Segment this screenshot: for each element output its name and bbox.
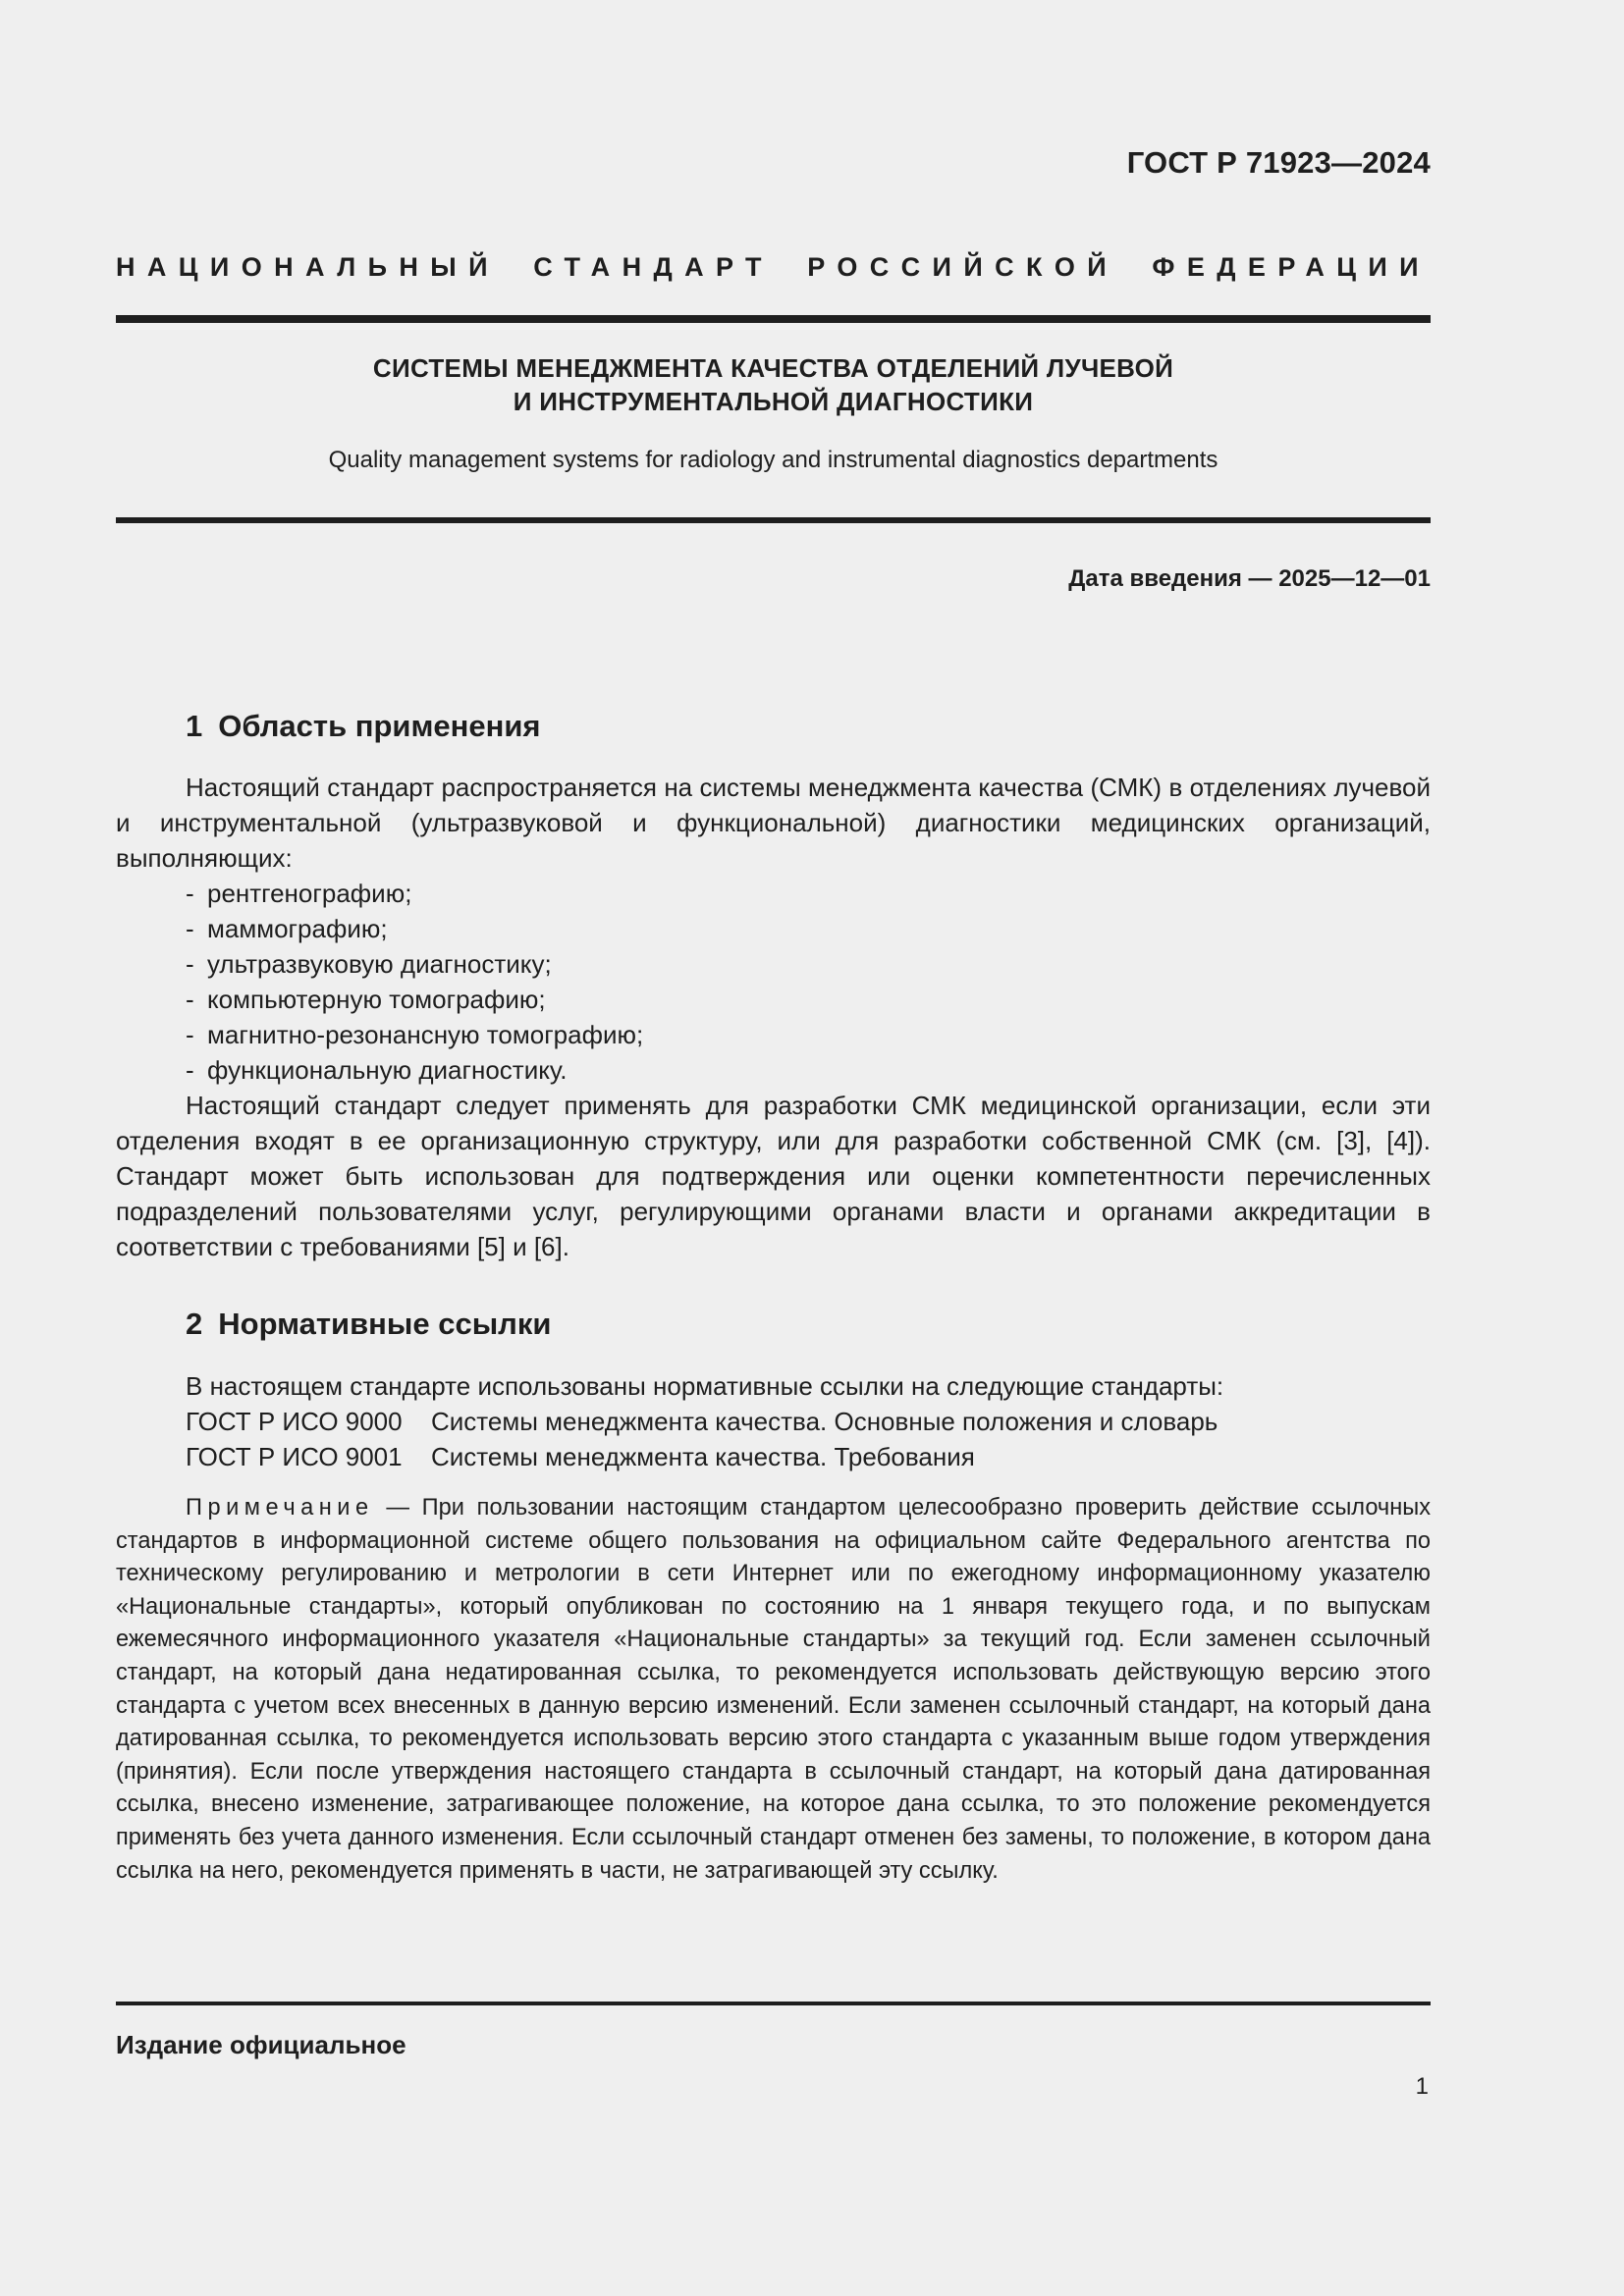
reference-code: ГОСТ Р ИСО 9001 [186, 1442, 403, 1471]
section-1-closing: Настоящий стандарт следует применять для разработки СМК медицинской организации, если эти отделения входят в ее организационную структуру, или для разработки собственной СМК (см. [3], [4]). Стандарт может быть использован для подтверждения или оценки компетентности перечисленных подразделений пользователями услуг, регулирующими органами власти и органами аккредитации в соответствии с требованиями [5] и [6]. [116, 1091, 1431, 1261]
footer-divider [116, 2002, 1431, 2005]
list-item: - рентгенографию; [186, 879, 412, 908]
scope-list [116, 876, 1431, 1088]
note-label: Примечание [186, 1495, 374, 1521]
official-edition-label: Издание официальное [116, 2030, 406, 2059]
section-2-intro: В настоящем стандарте использованы нормативные ссылки на следующие стандарты: [186, 1371, 1224, 1401]
reference-row [116, 1439, 1431, 1474]
section-2-heading [186, 1307, 551, 1342]
list-item: - маммографию; [186, 914, 388, 943]
reference-row [116, 1404, 1431, 1439]
title-block [116, 351, 1431, 475]
reference-code: ГОСТ Р ИСО 9000 [186, 1407, 403, 1436]
top-divider [116, 315, 1431, 323]
title-line-1: СИСТЕМЫ МЕНЕДЖМЕНТА КАЧЕСТВА ОТДЕЛЕНИЙ ЛУЧЕВОЙ [372, 353, 1174, 383]
section-2-number: 2 [186, 1307, 203, 1341]
list-item: - функциональную диагностику. [186, 1055, 568, 1085]
list-item: - магнитно-резонансную томографию; [186, 1020, 644, 1049]
title-divider [116, 517, 1431, 523]
national-standard-banner: НАЦИОНАЛЬНЫЙ СТАНДАРТ РОССИЙСКОЙ ФЕДЕРАЦИИ [116, 252, 1431, 282]
section-1-title: Область применения [218, 709, 541, 743]
section-2-title: Нормативные ссылки [218, 1307, 552, 1341]
note-text: — При пользовании настоящим стандартом целесообразно проверить действие ссылочных стандартов в информационной системе общего пользования на официальном сайте Федерального агентства по техническому регулированию и метрологии в сети Интернет или по ежегодному информационному указателю «Национальные стандарты», который опубликован по состоянию на 1 января текущего года, и по выпускам ежемесячного информационного указателя «Национальные стандарты» за текущий год. Если заменен ссылочный стандарт, на который дана недатированная ссылка, то рекомендуется использовать действующую версию этого стандарта с учетом всех внесенных в данную версию изменений. Если заменен ссылочный стандарт, на который дана датированная ссылка, то рекомендуется использовать версию этого стандарта с указанным выше годом утверждения (принятия). Если после утверждения настоящего стандарта в ссылочный стандарт, на который дана датированная ссылка, внесено изменение, затрагивающее положение, на которое дана ссылка, то это положение рекомендуется применять без учета данного изменения. Если ссылочный стандарт отменен без замены, то положение, в котором дана ссылка на него, рекомендуется применять в части, не затрагивающей эту ссылку. [116, 1495, 1431, 1884]
section-1-number: 1 [186, 709, 203, 743]
list-item: - компьютерную томографию; [186, 985, 546, 1014]
list-item: - ультразвуковую диагностику; [186, 949, 552, 979]
reference-title: Системы менеджмента качества. Требования [431, 1442, 975, 1471]
section-2-body [116, 1368, 1431, 1474]
section-1-body [116, 770, 1431, 1264]
title-line-2: И ИНСТРУМЕНТАЛЬНОЙ ДИАГНОСТИКИ [513, 387, 1034, 416]
english-title: Quality management systems for radiology and instrumental diagnostics departments [328, 447, 1218, 473]
section-1-intro: Настоящий стандарт распространяется на системы менеджмента качества (СМК) в отделениях лучевой и инструментальной (ультразвуковой и функциональной) диагностики медицинских организаций, выполняющих: [116, 773, 1431, 873]
page-number: 1 [1415, 2073, 1429, 2100]
reference-title: Системы менеджмента качества. Основные положения и словарь [431, 1407, 1218, 1436]
section-1-heading [186, 709, 541, 744]
introduction-date: Дата введения — 2025—12—01 [1068, 565, 1431, 592]
document-code: ГОСТ Р 71923—2024 [1126, 145, 1431, 180]
note-paragraph [116, 1492, 1431, 1888]
